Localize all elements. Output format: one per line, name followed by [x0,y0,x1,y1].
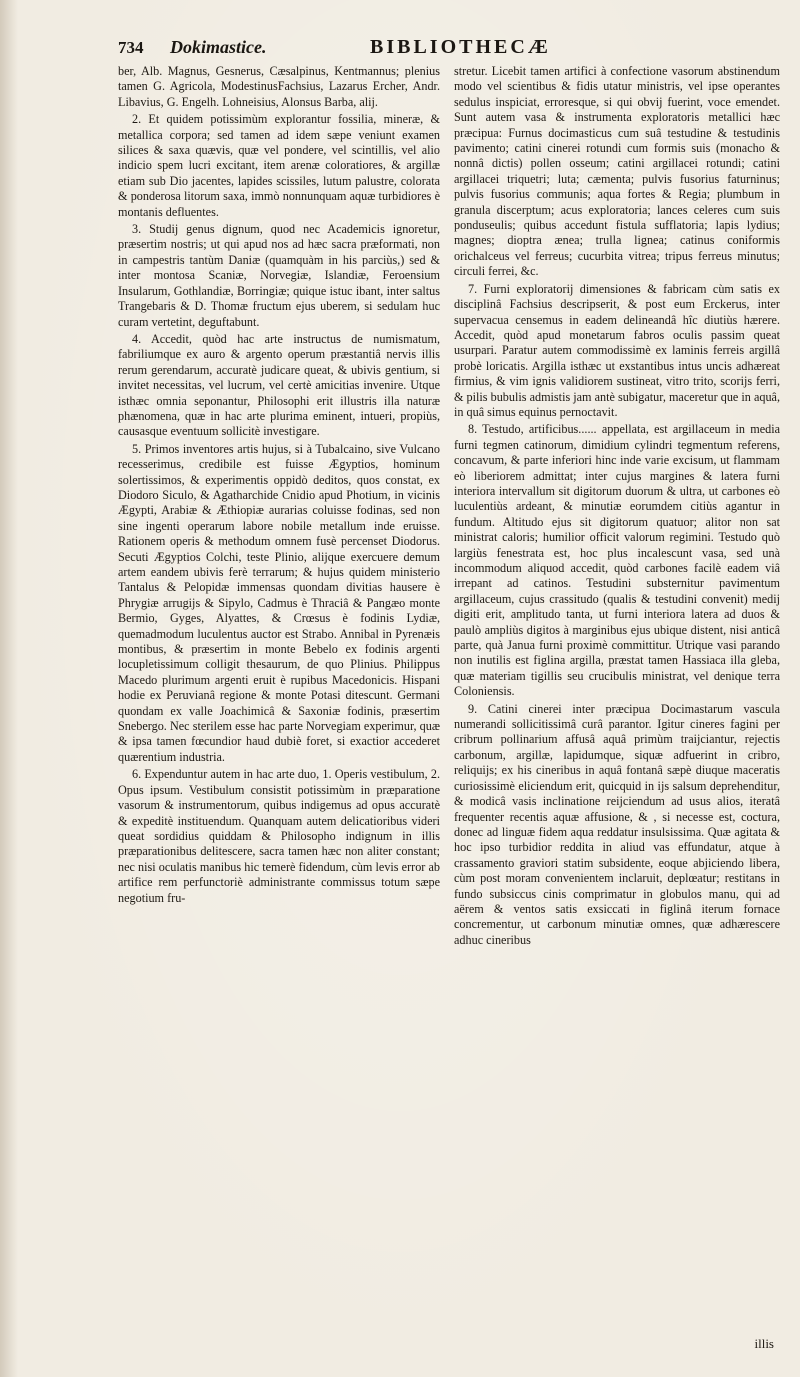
running-head: Dokimastice. [170,37,267,57]
right-column [454,64,780,1360]
paragraph: ber, Alb. Magnus, Gesnerus, Cæsalpinus, Kentmannus; plenius tamen G. Agricola, ModestinusFachsius, Lazarus Ercher, Andr. Libavius, G. Engelh. Lohneisius, Alonsus Barba, alij. [118,64,440,109]
paragraph: 8. Testudo, artificibus...... appellata, est argillaceum in media furni tegmen catinorum, dimidium cylindri tegmentum referens, concavum, & parte inferiori hinc inde varie excisum, ut flammam eò liberiorem admittat; inter cujus margines & latera furni interiora intervallum sit digitorum duorum & ultra, ut carbones eò luculentiùs ardeant, & minutiæ eorumdem citiùs agantur in fundum. Altitudo ejus sit digitorum quatuor; alitor non sat ministrat caloris; humilior officit valorum regimini. Testudo quò largiùs fenestrata est, hoc plus incalescunt vasa, sed unà incommodum aliquod accedit, quòd carbones facilè eadem viâ irrepant ad catinos. Testudini substernitur pavimentum argillaceum, cujus crassitudo (qualis & testudini convenit) medij digiti erit, amplitudo tanta, ut furni interiora latera ad duos & paulò ampliùs digitos à marginibus ejus ubique distent, nisi anticâ parte, quà Janua furni proximè committitur. Utrique vasi parando non inutilis est figlina argilla, præstat tamen Hassiaca illa gleba, quæ materiam tigillis seu crucibulis ministrat, vel denique terra Coloniensis. [454,422,780,699]
spine-shadow [0,0,18,1377]
catchword: illis [754,1336,774,1351]
page-number: 734 [118,38,144,57]
paragraph: 3. Studij genus dignum, quod nec Academicis ignoretur, præsertim nostris; ut qui apud nos ad hæc sacra præformati, non in campestris tantùm Daniæ (quamquàm in his parciùs,) sed & inter montosa Scaniæ, Norvegiæ, Islandiæ, Feroensium Insularum, Gothlandiæ, Borringiæ; quique istuc ibant, inter saltus Trangebaris & D. Thomæ fructum ejus uberem, si sedulam huc curam vertetint, deguftabunt. [118,222,440,329]
paragraph: 9. Catini cinerei inter præcipua Docimastarum vascula numerandi sollicitissimâ curâ parantor. Igitur cineres fagini per cribrum pollinarium affusâ aquâ primùm traijciantur, rejectis carbonum, argillæ, lapidumque, siquæ adfuerint in cribro, reliquijs; ex his cineribus in aquâ fontanâ sæpè diuque maceratis curiosissimè eliciendum erit, quicquid in ijs salsum deprehenditur, & modicâ vasis inclinatione reijciendum ad usus alios, iteratâ frequenter recentis aquæ affusione, & , si necesse est, coctura, donec ad linguæ fidem aqua reddatur insulsissima. Quæ agitata & hoc ipso turbidior reddita in aliud vas effundatur, atque à crassamento graviori statim subsidente, eoque abjiciendo libera, cùm post moram convenientem inclaruit, deplœatur; restitans in fundo subsiccus cinis comprimatur in globulos manu, qui ad aërem & ventos satis exsiccati in figlinâ iterum fornace concrementur, ut carbonum minutiæ omnes, quæ adhærescere adhuc cineribus [454,701,780,947]
paragraph: 4. Accedit, quòd hac arte instructus de numismatum, fabriliumque ex auro & argento operum præstantiâ nervis illis rerum gerendarum, accuratè judicare queat, & ubivis gentium, si invitet necessitas, vel lucrum, vel certè amicitias invenire. Utque isthæc omnia seponantur, Philosophi erit illustris illa naturæ phænomena, quæ in hac arte plurima eminent, intueri, propiùs, causasque eventuum sollicitè investigare. [118,331,440,439]
paragraph: 6. Expenduntur autem in hac arte duo, 1. Operis vestibulum, 2. Opus ipsum. Vestibulum consistit potissimùm in præparatione vasorum & instrumentorum, quibus indigemus ad opus accuratè & expeditè instituendum. Quanquam autem delicatioribus videri queat sordidius quiddam & Philosopho indignum in illis præparationibus delitescere, sacra tamen hæc non aliter constant; nec nisi oculatis manibus hic temerè fidendum, cùm levis error ab artifice rem perfunctoriè administrante commissus totum sæpe negotium fru- [118,767,440,905]
paragraph: 5. Primos inventores artis hujus, si à Tubalcaino, sive Vulcano recesserimus, credibile est fuisse Ægyptios, hominum solertissimos, & experimentis oppidò deditos, quos constat, ex Diodoro Siculo, & Agatharchide Cnidio apud Photium, in vicinis Ægypti, Arabiæ & Æthiopiæ aurarias coluisse fodinas, sed non sine ingenti operarum labore nobile metallum inde eruisse. Rationem operis & methodum omnem fusè percenset Diodorus. Secuti Ægyptios Colchi, teste Plinio, alijque exercuere demum artem eandem ubivis ferè terrarum; & hujus quidem ministerio Tantalus & Pelopidæ immensas quondam divitias hausere è Phrygiæ arrugijs & Sipylo, Cadmus è Thraciâ & Pangæo monte Bermio, Gyges, Alyattes, & Crœsus è fodinis Lydiæ, quemadmodum luculentus auctor est Strabo. Annibal in Pyrenæis montibus, & præsertim in monte Bebelo ex fodinis argenti locupletissimum colligit thesaurum, de quo Plinius. Philippus Macedo plurimum argenti eruit è rupibus Macedonicis. Hispani hodie ex Peruvianâ regione & monte Potasi ditescunt. Germani quondam ex valle Joachimicâ & Saxoniæ fodinis, præsertim Snebergo. Nec sterilem esse hac parte Norvegiam experimur, quæ & ipsa tamen fœcundior haud dubiè foret, si exactior accederet quærentium industria. [118,441,440,764]
page-header [118,36,770,62]
paragraph: stretur. Licebit tamen artifici à confectione vasorum abstinendum modo vel scientibus & fidis utatur ministris, vel ipse operantes sedulus inspiciat, erroresque, si qui obvij fuerint, voce emendet. Sunt autem vasa & instrumenta exploratoris metallici hæc præcipua: Furnus docimasticus cum suâ testudine & testudinis pavimento; catini cinerei rotundi cum formis suis (monacho & nonnâ dictis) pollen osseum; catini argillacei rotundi; catini argillacei triquetri; luta; cæmenta; pulvis fusorius faturninus; pulvis fusorius communis; aqua fortes & Regia; plumbum in granula discerptum; acus exploratoria; lances celeres cum suis ponduseulis; quibus accedunt fistula sufflatoria; lapis lydius; magnes; dioptra ænea; trulla lignea; catinus coniformis orichalceus vel ferreus; cucurbita vitrea; tripus ferreus minutus; circuli ferrei, &c. [454,64,780,279]
paragraph: 2. Et quidem potissimùm explorantur fossilia, mineræ, & metallica corpora; sed tamen ad idem sæpe veniunt examen silices & saxa quævis, quæ vel pondere, vel scintillis, vel alio indicio spem lucri excitant, item arenæ coloratiores, & argillæ etiam sub Dio jacentes, lapides scissiles, lutum palustre, colorata & ponderosa litorum saxa, immò nonnunquam aquæ turbidiores è montanis defluentes. [118,112,440,219]
left-column [118,64,440,1360]
running-title: BIBLIOTHECÆ [370,36,551,58]
paragraph: 7. Furni exploratorij dimensiones & fabricam cùm satis ex disciplinâ Fachsius descripserit, & post eum Erckerus, inter supervacua censemus in eadem delineandâ hîc diutiùs hærere. Accedit, quòd apud monetarum fabros oculis passim queat usurpari. Paratur autem commodissimè ex laminis ferreis argillâ probè loricatis. Argilla isthæc ut exstantibus intus uncis adhæreat firmius, & vim ignis validiorem sustineat, vitro trito, scorijs ferri, & pilis bubulis admistis jam antè subigatur, maceretur que in aquâ, in quâ simus equinus pernoctavit. [454,281,780,419]
